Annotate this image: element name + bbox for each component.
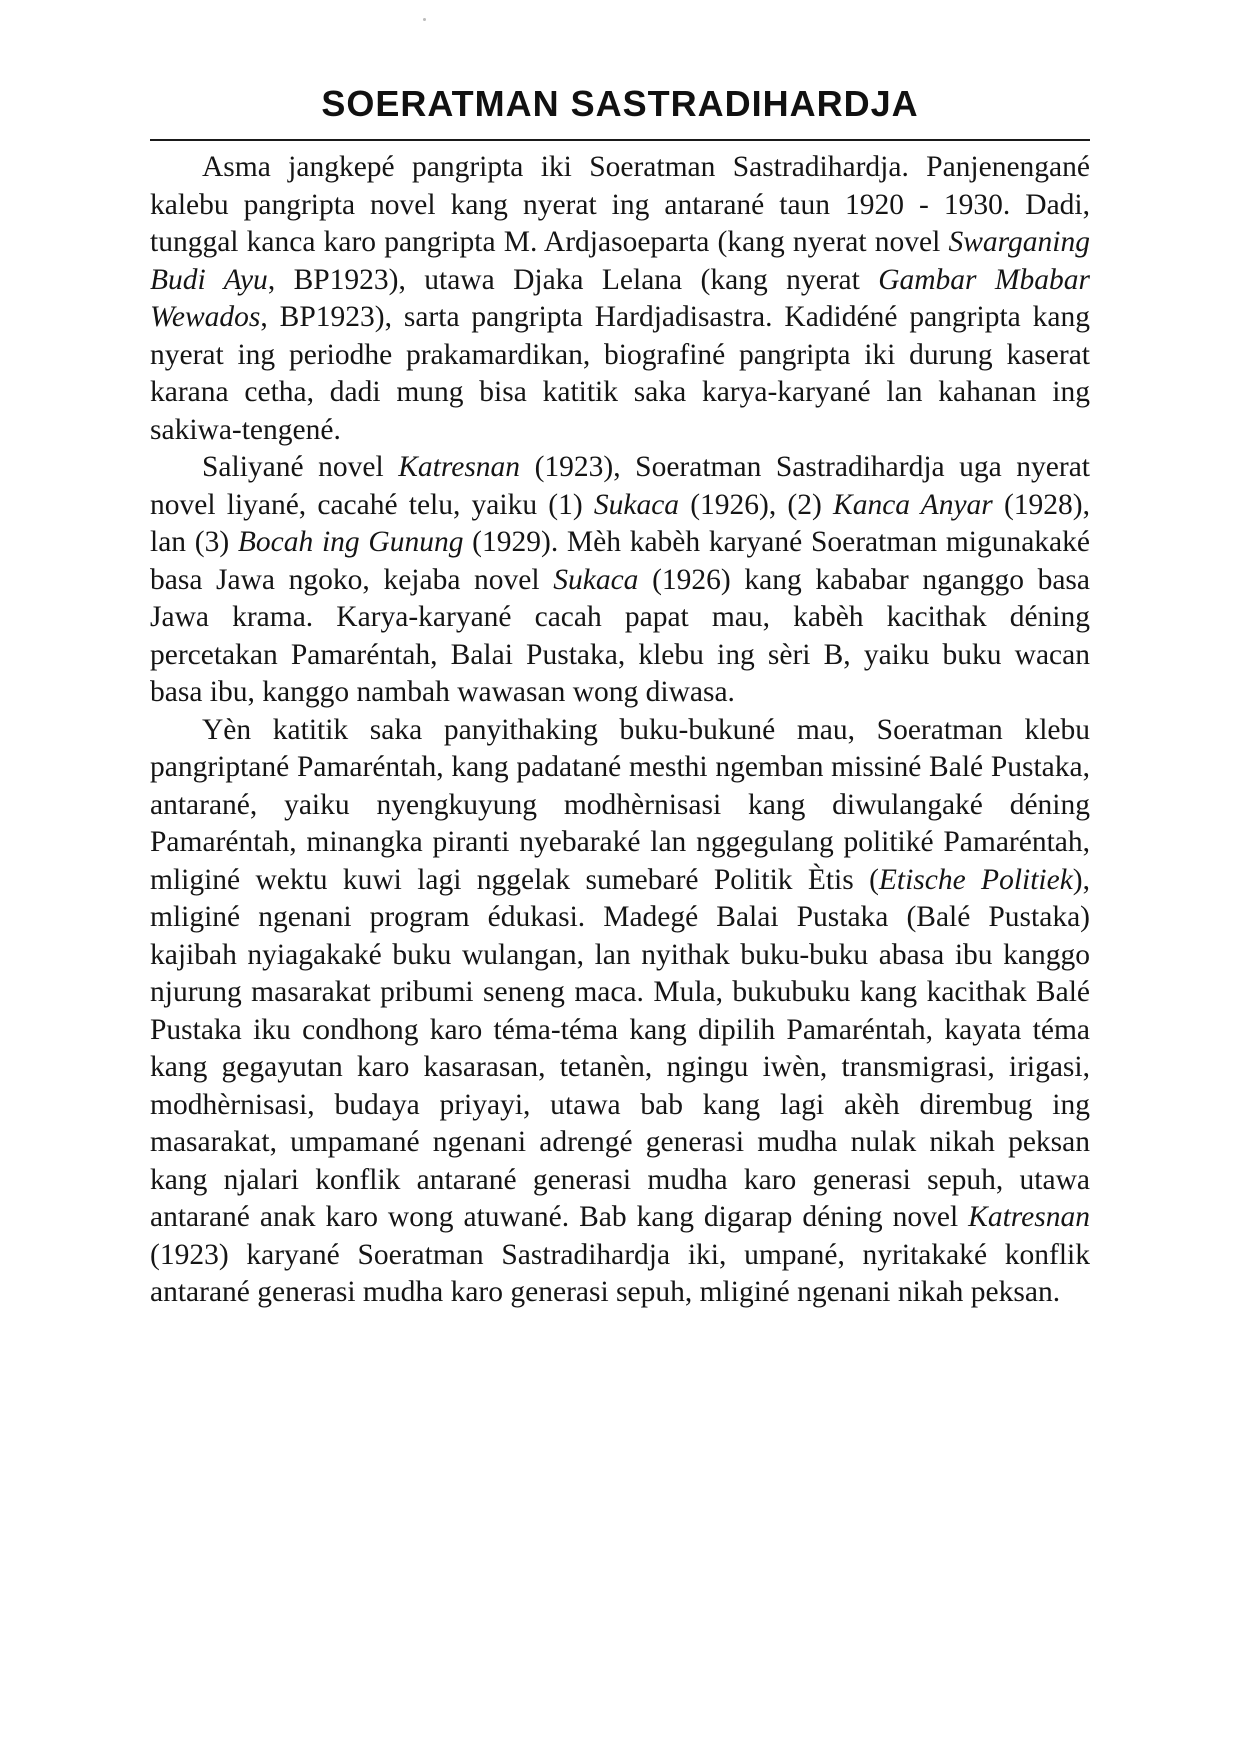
page-title: SOERATMAN SASTRADIHARDJA bbox=[321, 83, 919, 124]
body-text: Yèn katitik saka panyithaking buku-bukuné mau, Soeratman klebu pangriptané Pamaréntah, kang padatané mesthi ngemban missiné Balé Pustaka, antarané, yaiku nyengkuyung modhèrnisasi kang diwulangaké déning Pamaréntah, minangka piranti nyebaraké lan nggegulang politiké Pamaréntah, mliginé wektu kuwi lagi nggelak sumebaré Politik Ètis ( bbox=[150, 713, 1090, 896]
paragraph bbox=[150, 712, 1090, 1312]
italic-title-text: Kanca Anyar bbox=[833, 488, 993, 521]
italic-title-text: Bocah ing Gunung bbox=[237, 526, 464, 558]
scan-speck bbox=[423, 18, 426, 21]
body-text: Saliyané novel bbox=[202, 451, 399, 483]
article-body bbox=[150, 149, 1090, 1312]
italic-title-text: Katresnan bbox=[968, 1201, 1090, 1233]
body-text: (1926), (2) bbox=[679, 488, 834, 521]
body-text: Asma jangkepé pangripta iki Soeratman Sastradihardja. Panjenengané kalebu pangripta novel kang nyerat ing antarané taun 1920 - 1930. Dadi, tunggal kanca karo pangripta M. Ardjasoeparta (kang nyerat novel bbox=[150, 151, 1090, 258]
body-text: ), mliginé ngenani program édukasi. Madegé Balai Pustaka (Balé Pustaka) kajibah nyiagakaké buku wulangan, lan nyithak buku-buku abasa ibu kanggo njurung masarakat pribumi seneng maca. Mula, bukubuku kang kacithak Balé Pustaka iku condhong karo téma-téma kang dipilih Pamaréntah, kayata téma kang gegayutan karo kasarasan, tetanèn, ngingu iwèn, transmigrasi, irigasi, modhèrnisasi, budaya priyayi, utawa bab kang lagi akèh dirembug ing masarakat, umpamané ngenani adrengé generasi mudha nulak nikah peksan kang njalari konflik antarané generasi mudha karo generasi sepuh, utawa antarané anak karo wong atuwané. Bab kang digarap déning novel bbox=[150, 863, 1090, 1233]
body-text: (1928), lan (3) bbox=[150, 488, 1090, 558]
italic-title-text: Swarganing Budi Ayu bbox=[150, 226, 1090, 296]
body-text: (1926) kang kababar nganggo basa Jawa krama. Karya-karyané cacah papat mau, kabèh kacithak déning percetakan Pamaréntah, Balai Pustaka, klebu ing sèri B, yaiku buku wacan basa ibu, kanggo nambah wawasan wong diwasa. bbox=[150, 563, 1091, 708]
body-text: (1923), Soeratman Sastradihardja uga nyerat novel liyané, cacahé telu, yaiku (1) bbox=[150, 451, 1090, 521]
title-rule bbox=[150, 139, 1090, 141]
italic-title-text: Sukaca bbox=[553, 563, 639, 596]
italic-title-text: Sukaca bbox=[593, 488, 680, 521]
italic-title-text: Gambar Mbabar Wewados bbox=[150, 263, 1090, 333]
body-text: , BP1923), utawa Djaka Lelana (kang nyerat bbox=[267, 263, 879, 296]
italic-title-text: Katresnan bbox=[398, 451, 521, 483]
body-text: (1929). Mèh kabèh karyané Soeratman migunakaké basa Jawa ngoko, kejaba novel bbox=[150, 526, 1090, 596]
italic-title-text: Etische Politiek bbox=[878, 863, 1073, 896]
paragraph bbox=[150, 449, 1090, 712]
body-text: (1923) karyané Soeratman Sastradihardja iki, umpané, nyritakaké konflik antarané generasi mudha karo generasi sepuh, mliginé ngenani nikah peksan. bbox=[150, 1238, 1090, 1308]
paragraph bbox=[150, 149, 1090, 449]
body-text: , BP1923), sarta pangripta Hardjadisastra. Kadidéné pangripta kang nyerat ing periodhe prakamardikan, biografiné pangripta iki durung kaserat karana cetha, dadi mung bisa katitik saka karya-karyané lan kahanan ing sakiwa-tengené. bbox=[150, 301, 1090, 446]
